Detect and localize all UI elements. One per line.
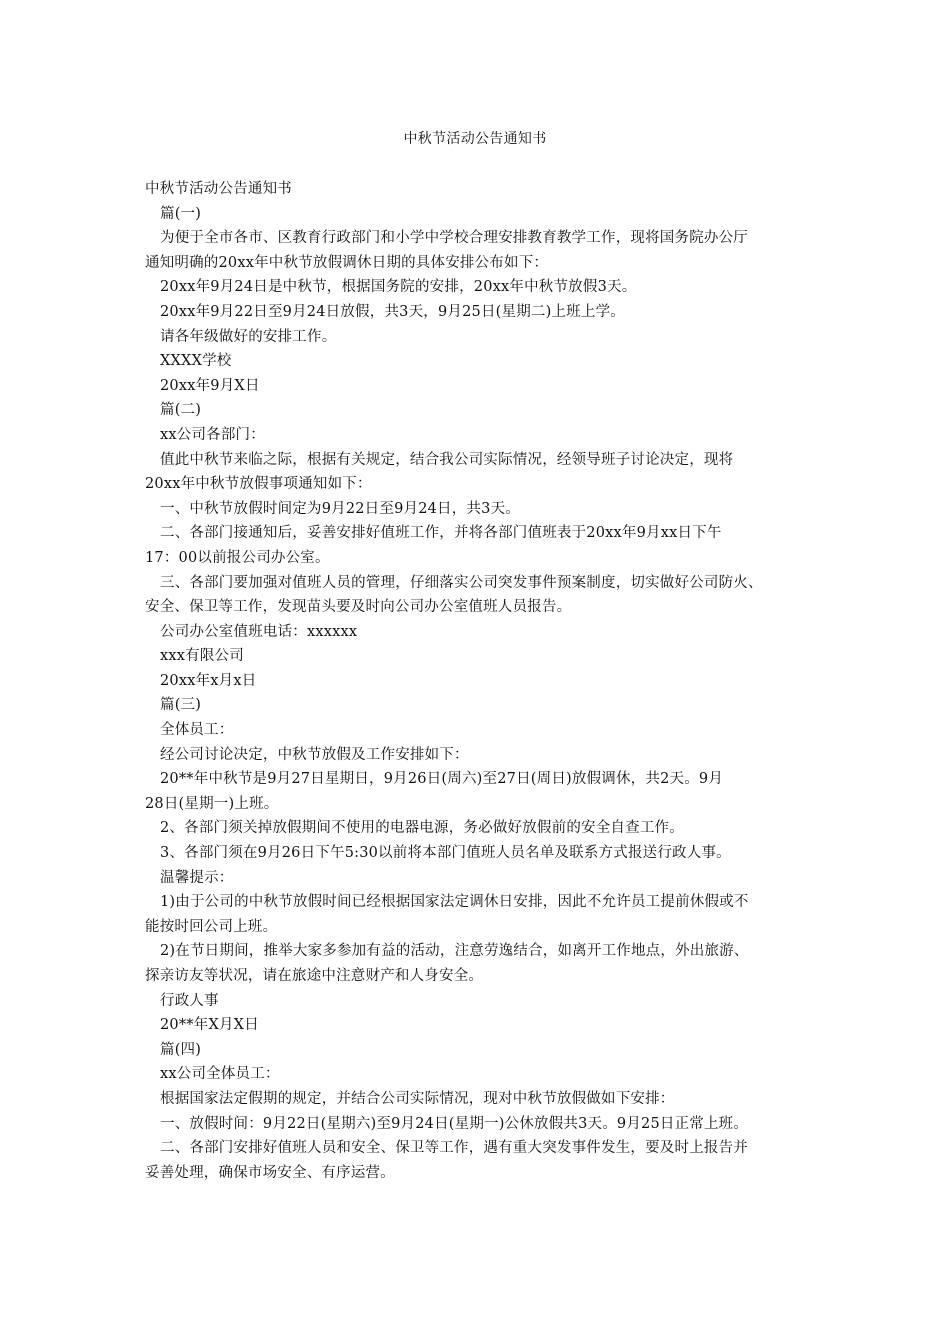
text-line: 20**年中秋节是9月27日星期日，9月26日(周六)至27日(周日)放假调休，共2天。9月 — [160, 771, 724, 788]
text-line: 20xx年中秋节放假事项通知如下： — [145, 476, 372, 493]
text-line: 二、各部门安排好值班人员和安全、保卫等工作，遇有重大突发事件发生，要及时上报告并 — [160, 1140, 748, 1157]
text-line: xxx有限公司 — [160, 648, 244, 665]
text-line: 篇(一) — [160, 205, 202, 222]
text-line: 3、各部门须在9月26日下午5:30以前将本部门值班人员名单及联系方式报送行政人事。 — [160, 845, 731, 862]
text-line: 温馨提示： — [160, 869, 234, 886]
text-line: 20xx年9月22日至9月24日放假，共3天，9月25日(星期二)上班上学。 — [160, 303, 625, 320]
text-line: 篇(四) — [160, 1041, 202, 1058]
text-line: 20xx年9月24日是中秋节，根据国务院的安排，20xx年中秋节放假3天。 — [160, 279, 637, 296]
text-line: 公司办公室值班电话：xxxxxx — [160, 623, 358, 640]
text-line: 2)在节日期间，推举大家多参加有益的活动，注意劳逸结合，如离开工作地点，外出旅游、 — [160, 943, 749, 960]
text-line: 为便于全市各市、区教育行政部门和小学中学校合理安排教育教学工作，现将国务院办公厅 — [160, 230, 748, 247]
text-line: 二、各部门接通知后，妥善安排好值班工作，并将各部门值班表于20xx年9月xx日下午 — [160, 525, 722, 542]
text-line: 三、各部门要加强对值班人员的管理，仔细落实公司突发事件预案制度，切实做好公司防火、 — [160, 574, 763, 591]
text-line: 20xx年x月x日 — [160, 672, 257, 689]
text-line: 17：00以前报公司办公室。 — [145, 549, 330, 566]
text-line: xx公司各部门： — [160, 426, 265, 443]
text-line: XXXX学校 — [160, 353, 232, 370]
text-line: 探亲访友等状况，请在旅途中注意财产和人身安全。 — [145, 968, 484, 984]
text-line: 能按时回公司上班。 — [145, 918, 278, 935]
text-line: 值此中秋节来临之际，根据有关规定，结合我公司实际情况，经领导班子讨论决定，现将 — [160, 451, 734, 468]
text-line: 通知明确的20xx年中秋节放假调休日期的具体安排公布如下： — [145, 254, 549, 271]
text-line: 28日(星期一)上班。 — [145, 795, 279, 812]
text-line: 篇(二) — [160, 402, 202, 419]
text-line: 全体员工： — [160, 722, 234, 739]
text-line: 一、中秋节放假时间定为9月22日至9月24日，共3天。 — [160, 500, 520, 517]
document-body — [145, 177, 825, 1185]
text-line: 2、各部门须关掉放假期间不使用的电器电源，务必做好放假前的安全自查工作。 — [160, 820, 684, 837]
text-line: 请各年级做好的安排工作。 — [160, 328, 337, 345]
text-line: 20**年X月X日 — [160, 1017, 259, 1034]
text-line: 妥善处理，确保市场安全、有序运营。 — [145, 1164, 395, 1181]
text-line: 一、放假时间：9月22日(星期六)至9月24日(星期一)公休放假共3天。9月25日正常上班。 — [160, 1115, 749, 1132]
text-line: 行政人事 — [160, 992, 219, 1009]
text-line: 经公司讨论决定，中秋节放假及工作安排如下： — [160, 746, 469, 763]
text-line: 1)由于公司的中秋节放假时间已经根据国家法定调休日安排，因此不允许员工提前休假或不 — [160, 894, 749, 911]
text-line: 安全、保卫等工作，发现苗头要及时向公司办公室值班人员报告。 — [145, 599, 572, 616]
text-line: 20xx年9月X日 — [160, 377, 260, 394]
document-title: 中秋节活动公告通知书 — [403, 131, 547, 147]
text-line: xx公司全体员工： — [160, 1066, 280, 1083]
text-line: 篇(三) — [160, 697, 202, 714]
text-line: 中秋节活动公告通知书 — [145, 181, 292, 197]
text-line: 根据国家法定假期的规定，并结合公司实际情况，现对中秋节放假做如下安排： — [160, 1090, 675, 1107]
